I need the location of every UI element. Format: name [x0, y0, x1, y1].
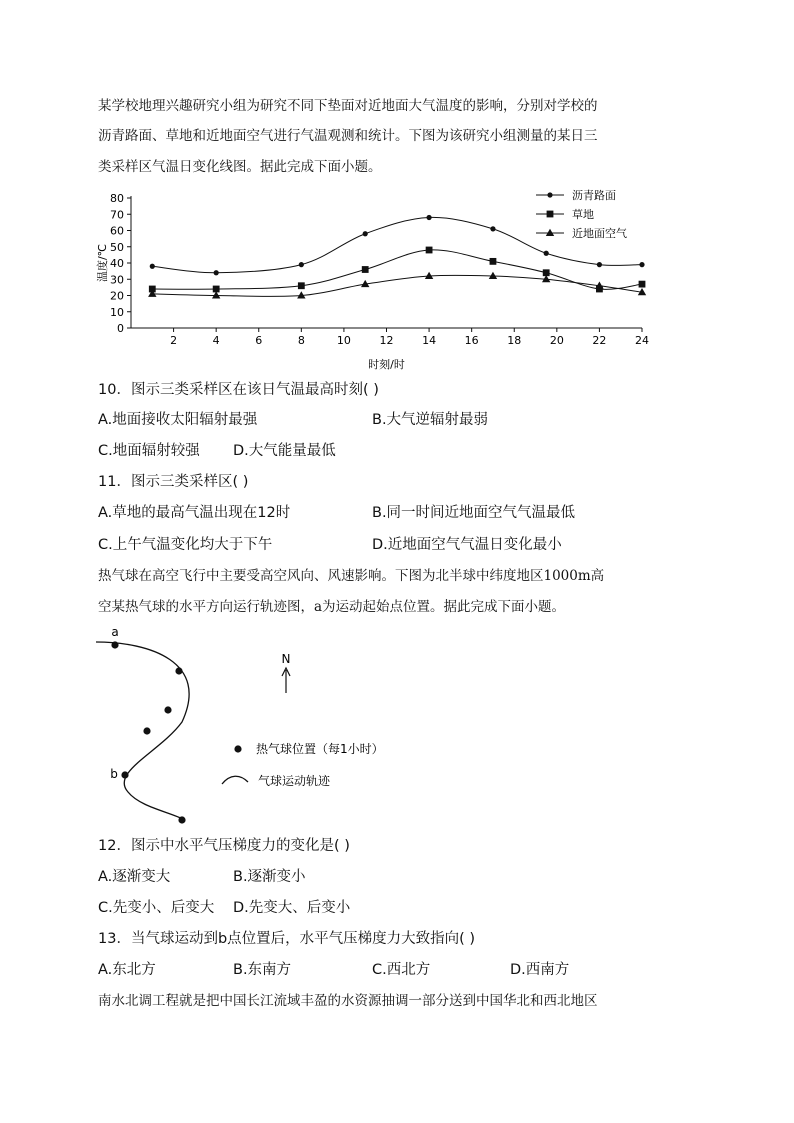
y-tick-label: 50 [110, 240, 124, 254]
q10-option-a[interactable]: A.地面接收太阳辐射最强 [98, 412, 258, 428]
q12-option-a[interactable]: A.逐渐变大 [98, 869, 171, 885]
label-a: a [111, 625, 119, 639]
balloon-point [164, 706, 171, 713]
legend-point-label: 热气球位置（每1小时） [256, 742, 384, 756]
legend-point-symbol [234, 745, 241, 752]
y-tick-label: 20 [110, 289, 124, 303]
data-point [547, 192, 552, 197]
intro2-line1: 热气球在高空飞行中主要受高空风向、风速影响。下图为北半球中纬度地区1000m高 [98, 568, 605, 584]
x-tick-label: 8 [297, 334, 305, 347]
intro3-line1: 南水北调工程就是把中国长江流域丰盈的水资源抽调一部分送到中国华北和西北地区 [98, 993, 598, 1009]
chart-legend [536, 188, 627, 240]
q11-option-d[interactable]: D.近地面空气气温日变化最小 [372, 537, 562, 553]
q10-option-d[interactable]: D.大气能量最低 [233, 443, 336, 459]
q12-option-c[interactable]: C.先变小、后变大 [98, 900, 215, 916]
q12-option-d[interactable]: D.先变大、后变小 [233, 900, 351, 916]
q13-option-a[interactable]: A.东北方 [98, 962, 156, 978]
x-axis-label: 时刻/时 [368, 358, 405, 371]
series-triangle [148, 272, 646, 299]
series-line [152, 250, 642, 290]
data-point [639, 262, 644, 267]
data-point [544, 251, 549, 256]
q11-stem: 11．图示三类采样区( ) [98, 474, 249, 490]
y-tick-label: 70 [110, 208, 124, 222]
q11-option-a[interactable]: A.草地的最高气温出现在12时 [98, 505, 291, 521]
q11-option-c[interactable]: C.上午气温变化均大于下午 [98, 537, 273, 553]
balloon-point-a [111, 641, 118, 648]
data-point [299, 262, 304, 267]
data-point [298, 282, 305, 289]
data-point [639, 281, 646, 288]
data-point [597, 262, 602, 267]
intro1-line1: 某学校地理兴趣研究小组为研究不同下垫面对近地面大气温度的影响，分别对学校的 [98, 98, 598, 114]
legend-label: 近地面空气 [572, 227, 627, 240]
q12-option-b[interactable]: B.逐渐变小 [233, 869, 306, 885]
x-tick-label: 6 [255, 334, 263, 347]
x-tick-label: 18 [507, 334, 522, 347]
x-tick-label: 10 [336, 334, 351, 347]
balloon-point [143, 727, 150, 734]
legend-label: 草地 [572, 208, 594, 221]
y-tick-label: 30 [110, 273, 124, 287]
x-tick-label: 2 [170, 334, 178, 347]
q10-stem: 10．图示三类采样区在该日气温最高时刻( ) [98, 382, 379, 398]
balloon-point [178, 816, 185, 823]
data-point [546, 229, 554, 236]
q13-stem: 13．当气球运动到b点位置后，水平气压梯度力大致指向( ) [98, 931, 476, 947]
q10-option-c[interactable]: C.地面辐射较强 [98, 443, 200, 459]
data-point [490, 258, 497, 265]
x-tick-label: 22 [592, 334, 607, 347]
data-point [363, 231, 368, 236]
x-tick-label: 20 [549, 334, 564, 347]
series-line [152, 275, 642, 296]
y-tick-label: 60 [110, 224, 124, 238]
data-point [490, 226, 495, 231]
q13-option-b[interactable]: B.东南方 [233, 962, 292, 978]
data-point [362, 266, 369, 273]
y-tick-label: 0 [117, 322, 124, 335]
q13-option-d[interactable]: D.西南方 [510, 962, 570, 978]
x-tick-label: 24 [635, 334, 649, 347]
x-tick-label: 4 [212, 334, 220, 347]
intro1-line3: 类采样区气温日变化线图。据此完成下面小题。 [98, 159, 382, 175]
y-tick-label: 10 [110, 305, 124, 319]
x-tick-label: 12 [379, 334, 394, 347]
balloon-track [96, 642, 189, 820]
data-point [426, 247, 433, 254]
data-point [547, 211, 554, 218]
x-tick-label: 14 [422, 334, 437, 347]
q12-stem: 12．图示中水平气压梯度力的变化是( ) [98, 838, 350, 854]
q10-option-b[interactable]: B.大气逆辐射最弱 [372, 412, 489, 428]
data-point [426, 215, 431, 220]
y-tick-label: 40 [110, 257, 124, 270]
data-point [150, 264, 155, 269]
temperature-chart [88, 186, 668, 372]
legend-label: 沥青路面 [572, 189, 616, 202]
legend-track-symbol [222, 776, 248, 784]
q13-option-c[interactable]: C.西北方 [372, 962, 431, 978]
balloon-point-b [121, 771, 128, 778]
series-line [152, 217, 642, 272]
north-label: N [281, 652, 291, 666]
data-point [489, 272, 497, 279]
legend-track-label: 气球运动轨迹 [258, 774, 331, 788]
y-axis-label: 温度/℃ [96, 243, 109, 283]
intro1-line2: 沥青路面、草地和近地面空气进行气温观测和统计。下图为该研究小组测量的某日三 [98, 128, 598, 144]
series-square [149, 247, 646, 293]
balloon-trajectory-diagram [90, 622, 450, 832]
intro2-line2: 空某热气球的水平方向运行轨迹图，a为运动起始点位置。据此完成下面小题。 [98, 599, 566, 615]
label-b: b [110, 767, 118, 781]
series-circle [150, 215, 645, 275]
x-tick-label: 16 [464, 334, 479, 347]
balloon-point [175, 667, 182, 674]
y-tick-label: 80 [110, 192, 124, 205]
q11-option-b[interactable]: B.同一时间近地面空气气温最低 [372, 505, 576, 521]
data-point [214, 270, 219, 275]
